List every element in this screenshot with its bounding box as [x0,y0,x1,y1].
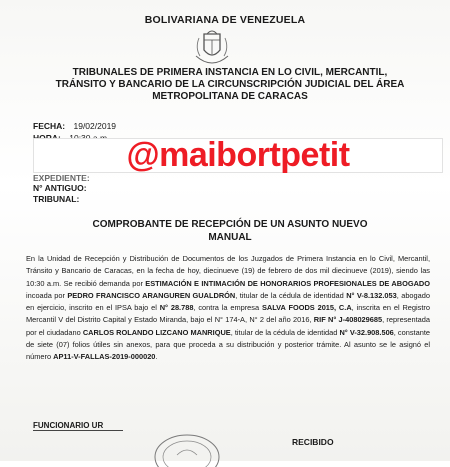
fecha-row [33,121,116,131]
body-text-2: incoada por [26,290,68,300]
body-plaintiff-name: PEDRO FRANCISCO ARANGUREN GUALDRÓN [67,290,236,300]
court-line-1: TRIBUNALES DE PRIMERA INSTANCIA EN LO CIVIL, MERCANTIL, [72,67,388,78]
body-case-number: AP11-V-FALLAS-2019-000020 [53,352,156,362]
fecha-value: 19/02/2019 [73,121,117,131]
body-claim-type: ESTIMACIÓN E INTIMACIÓN DE HONORARIOS PROFESIONALES DE ABOGADO [145,278,431,288]
body-ipsa-number: N° 28.788 [159,303,194,313]
republic-header: BOLIVARIANA DE VENEZUELA [144,14,306,26]
body-text-1: En la Unidad de Recepción y Distribución de Documentos de los Juzgados de Primera Instancia en lo Civil, Mercantil, Tránsito y Bancario de Caracas, en la fecha de hoy, diecinueve (19) de febrero de dos mil diecinueve (2019), siendo las 10:30 a.m. Se recibió demanda por [26,254,430,288]
body-text-5: , contra la empresa [193,303,262,313]
recibido-label: RECIBIDO [292,437,334,447]
body-defendant-company: SALVA FOODS 2015, C.A [261,303,352,313]
official-stamp [152,427,222,467]
tribunal-label: TRIBUNAL: [33,194,80,204]
body-text-10: . [155,352,158,362]
antiguo-row [33,183,87,193]
body-text-8: , titular de la cédula de identidad [230,327,340,337]
body-rif-number: RIF N° J-408029685 [313,315,383,325]
expediente-row [33,173,90,183]
receipt-title-line-1: COMPROBANTE DE RECEPCIÓN DE UN ASUNTO NUEVO [92,219,368,230]
receipt-body [26,253,430,364]
court-name [40,67,420,103]
antiguo-label: N° ANTIGUO: [33,183,87,193]
receipt-title [40,218,420,244]
court-line-2: TRÁNSITO Y BANCARIO DE LA CIRCUNSCRIPCIÓN JUDICIAL DEL ÁREA [55,79,405,90]
tribunal-row [33,194,79,204]
signature-line [33,430,123,431]
body-text-7: , representada por el ciudadano [26,315,430,337]
fecha-label: FECHA: [33,121,66,131]
watermark-banner [33,138,443,173]
funcionario-label: FUNCIONARIO UR [33,421,104,430]
body-text-9: , constante de siete (07) folios útiles sin anexos, para que proceda a su distribución y posterior trámite. Al asunto se le asignó el número [26,327,430,362]
court-line-3: METROPOLITANA DE CARACAS [152,91,308,102]
coat-of-arms-seal [190,26,234,70]
expediente-label: EXPEDIENTE: [33,173,90,183]
body-plaintiff-id: N° V-8.132.053 [346,290,397,300]
body-representative-name: CARLOS ROLANDO LIZCANO MANRIQUE [82,327,231,337]
body-text-6: , inscrita en el Registro Mercantil V del Distrito Capital y Estado Miranda, bajo el N° 174-A, N° 2 del año 2016, [26,303,430,325]
body-text-4: , abogado en ejercicio, inscrito en el IPSA bajo el [26,290,430,313]
body-representative-id: N° V-32.908.506 [339,327,394,337]
body-text-3: , titular de la cédula de identidad [235,290,347,300]
watermark-text: @maibortpetit [126,136,350,174]
receipt-title-line-2: MANUAL [208,232,252,243]
